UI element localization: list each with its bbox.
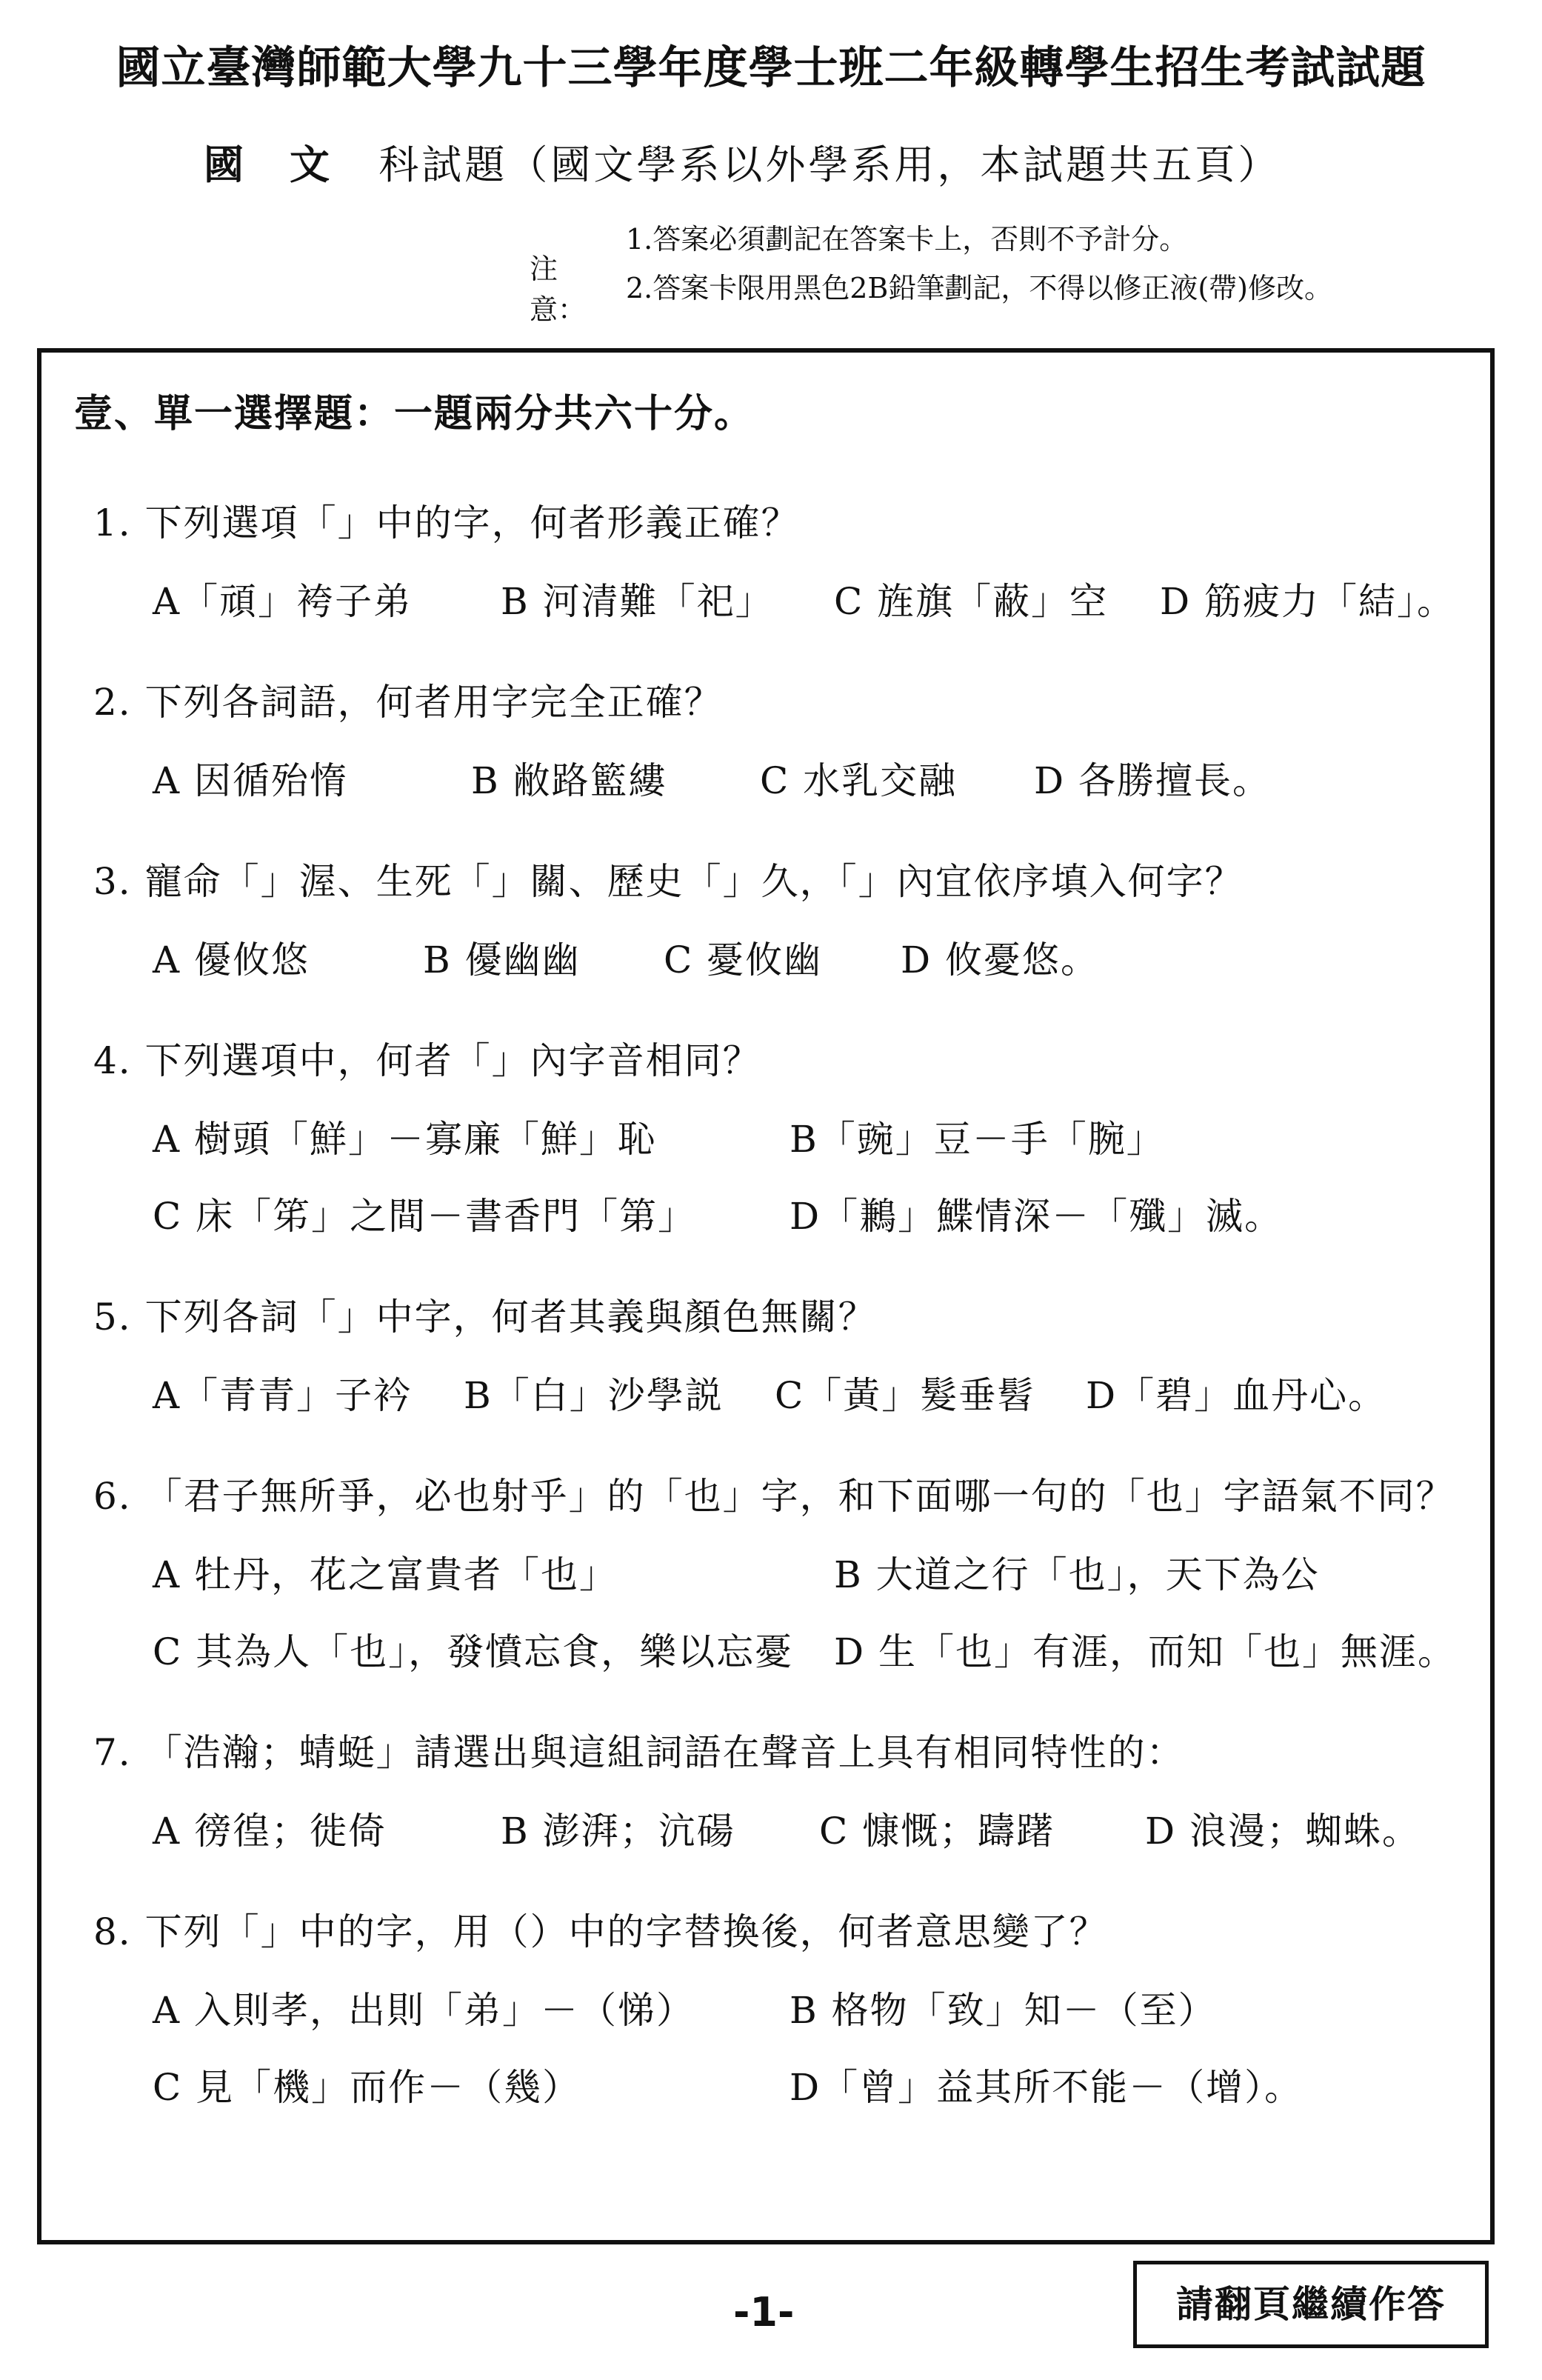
notice-label: 注意： (530, 253, 587, 326)
question-1 (93, 493, 1471, 649)
option-d: D 各勝擅長。 (1034, 759, 1271, 802)
options-grid (93, 1110, 1471, 1264)
question-stem: 6. 「君子無所爭，必也射乎」的「也」字，和下面哪一句的「也」字語氣不同？ (93, 1475, 1455, 1518)
option-a: A 因循殆惰 (153, 759, 349, 802)
question-stem: 5. 下列各詞「」中字，何者其義與顏色無關？ (93, 1296, 877, 1339)
options-row (93, 751, 1471, 828)
options-grid (93, 1981, 1471, 2135)
notice-item: 1.答案必須劃記在答案卡上，否則不予計分。 (626, 223, 1188, 256)
option-c: C 憂攸幽 (664, 939, 823, 981)
option-b: B 敝路籃縷 (471, 759, 667, 802)
question-4 (93, 1031, 1471, 1264)
question-stem: 2. 下列各詞語，何者用字完全正確？ (93, 681, 723, 724)
question-6 (93, 1467, 1471, 1699)
option-c: C 旌旗「蔽」空 (834, 580, 1109, 623)
options-row (93, 572, 1471, 649)
question-stem: 7. 「浩瀚；蜻蜓」請選出與這組詞語在聲音上具有相同特性的： (93, 1731, 1185, 1774)
option-c: C 見「機」而作－（幾） (153, 2066, 581, 2109)
question-7 (93, 1723, 1471, 1879)
options-row (93, 1801, 1471, 1879)
question-2 (93, 673, 1471, 828)
option-a: A「頑」袴子弟 (153, 580, 413, 623)
question-5 (93, 1287, 1471, 1443)
option-a: A 入則孝，出則「弟」－（悌） (153, 1989, 695, 2032)
page-number: -1- (733, 2289, 795, 2336)
exam-subtitle (204, 133, 1281, 190)
exam-title: 國立臺灣師範大學九十三學年度學士班二年級轉學生招生考試試題 (116, 42, 1426, 94)
option-d: D 筋疲力「結」。 (1160, 580, 1455, 623)
question-box (37, 348, 1495, 2244)
option-d: D 攸憂悠。 (901, 939, 1099, 981)
option-a: A 徬徨；徙倚 (153, 1810, 387, 1853)
option-d: D「鶼」鰈情深－「殲」滅。 (790, 1195, 1284, 1238)
option-a: A 優攸悠 (153, 939, 310, 981)
subject-detail: 科試題（國文學系以外學系用，本試題共五頁） (378, 141, 1281, 188)
option-b: B「白」沙學説 (464, 1374, 724, 1417)
option-c: C 其為人「也」，發憤忘食，樂以忘憂 (153, 1630, 794, 1673)
option-b: B 澎湃；沆碭 (501, 1810, 735, 1853)
option-b: B 格物「致」知－（至） (790, 1989, 1217, 2032)
option-b: B 大道之行「也」，天下為公 (834, 1553, 1320, 1596)
option-d: D「曾」益其所不能－（增）。 (790, 2066, 1304, 2109)
option-b: B 河清難「祀」 (501, 580, 774, 623)
question-3 (93, 852, 1471, 1007)
option-b: B 優幽幽 (423, 939, 581, 981)
option-d: D 浪漫；蜘蛛。 (1145, 1810, 1421, 1853)
question-stem: 8. 下列「」中的字，用（）中的字替換後，何者意思變了？ (93, 1910, 1108, 1953)
option-c: C 床「笫」之間－書香門「第」 (153, 1195, 697, 1238)
section-heading: 壹、單一選擇題：一題兩分共六十分。 (74, 392, 755, 436)
option-d: D 生「也」有涯，而知「也」無涯。 (834, 1630, 1456, 1673)
continue-notice: 請翻頁繼續作答 (1133, 2261, 1489, 2348)
question-8 (93, 1902, 1471, 2135)
option-a: A 牡丹，花之富貴者「也」 (153, 1553, 618, 1596)
notice-items (626, 215, 1332, 313)
options-grid (93, 1545, 1471, 1699)
question-stem: 1. 下列選項「」中的字，何者形義正確？ (93, 501, 800, 544)
option-b: B「豌」豆－手「腕」 (790, 1118, 1165, 1161)
question-stem: 4. 下列選項中，何者「」內字音相同？ (93, 1039, 761, 1082)
option-a: A 樹頭「鮮」－寡廉「鮮」恥 (153, 1118, 657, 1161)
notice-item: 2.答案卡限用黑色2B鉛筆劃記，不得以修正液(帶)修改。 (626, 272, 1333, 304)
subject-name: 國 文 (204, 141, 333, 188)
options-row (93, 930, 1471, 1007)
option-c: C 慷慨；躊躇 (819, 1810, 1055, 1853)
question-stem: 3. 寵命「」渥、生死「」關、歷史「」久，「」內宜依序填入何字？ (93, 860, 1244, 903)
option-d: D「碧」血丹心。 (1086, 1374, 1387, 1417)
option-c: C 水乳交融 (760, 759, 958, 802)
option-a: A「青青」子衿 (153, 1374, 413, 1417)
options-row (93, 1366, 1471, 1443)
option-c: C「黃」髮垂髫 (775, 1374, 1036, 1417)
